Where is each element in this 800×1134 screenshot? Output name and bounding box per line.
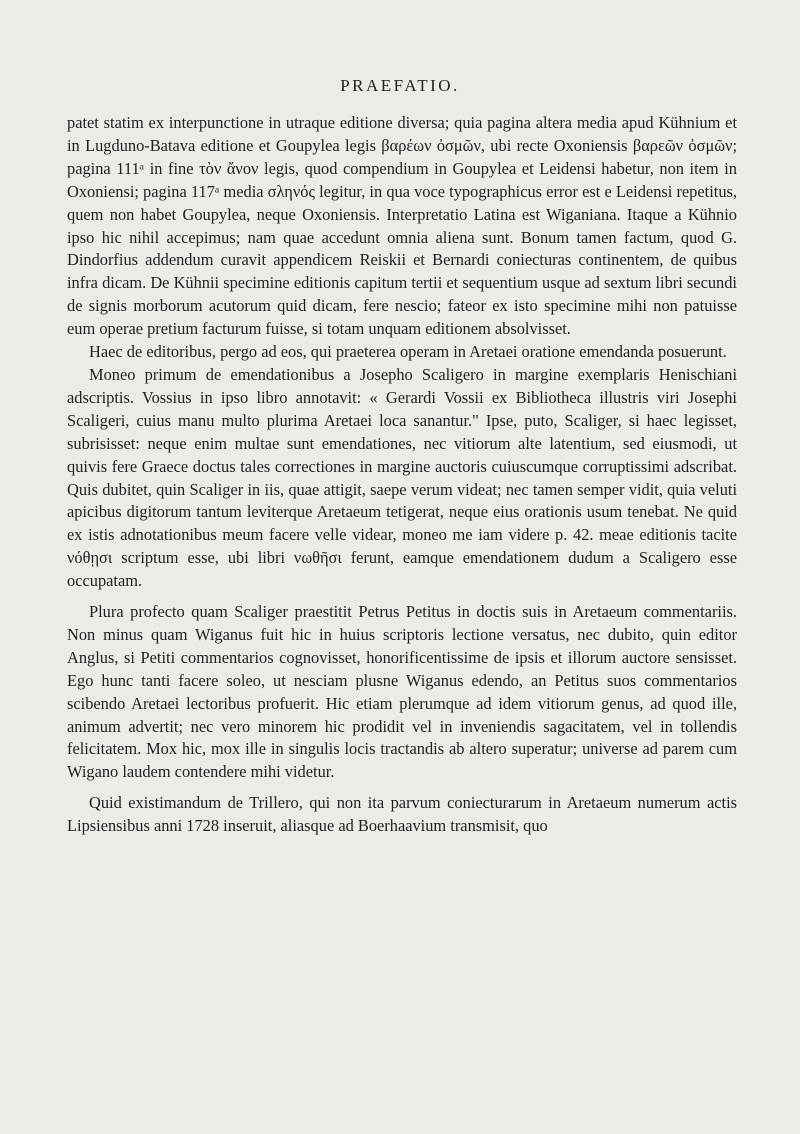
paragraph-scaliger: Moneo primum de emendationibus a Josepho Scaligero in margine exemplaris Henischiani adscriptis. Vossius in ipso libro annotavit: « Gerardi Vossii ex Bibliotheca illustris viri Josephi Scaligeri, cuius manu multo plurima Aretaei loca sanantur." Ipse, puto, Scaliger, si haec legisset, subrisisset: neque enim multae sunt emendationes, nec vitiorum alte latentium, sed eiusmodi, ut quivis fere Graece doctus tales correctiones in margine auctoris cuiuscumque corruptissimi adscribat. Quis dubitet, quin Scaliger in iis, quae attigit, saepe verum videat; nec tamen semper vidit, quia veluti apicibus digitorum tantum leviterque Aretaeum tetigerat, neque eius orationis usum tenebat. Ne quid ex istis adnotationibus meum facere velle videar, moneo me iam videre p. 42. meae editionis tacite νόθῃσι scriptum esse, ubi libri νωθῆσι ferunt, eamque emendationem dudum a Scaligero esse occupatam. [67, 364, 737, 591]
running-title: PRAEFATIO. [340, 76, 460, 95]
body-text [67, 112, 737, 838]
paragraph-petitus: Plura profecto quam Scaliger praestitit Petrus Petitus in doctis suis in Aretaeum commentariis. Non minus quam Wiganus fuit hic in huius scriptoris lectione versatus, nec dubito, quin editor Anglus, si Petiti commentarios cognovisset, honorificentissime de ipsis et illorum auctore sensisset. Ego hunc tanti facere soleo, ut nesciam plusne Wiganus edendo, an Petitus suos commentarios scibendo Aretaei lectoribus profuerit. Hic etiam plerumque ad idem vitiorum genus, ad quod ille, animum advertit; nec vero minorem hic prodidit vel in inveniendis sagacitatem, vel in tollendis felicitatem. Mox hic, mox ille in singulis locis tractandis ab altero superatur; universe ad parem cum Wigano laudem contendere mihi videtur. [67, 602, 737, 782]
paragraph-trillerus: Quid existimandum de Trillero, qui non ita parvum coniecturarum in Aretaeum numerum actis Lipsiensibus anni 1728 inseruit, aliasque ad Boerhaavium transmisit, quo [67, 793, 737, 836]
paragraph-editors: Haec de editoribus, pergo ad eos, qui praeterea operam in Aretaei oratione emendanda posuerunt. [89, 342, 727, 362]
paragraph-continuation: patet statim ex interpunctione in utraque editione diversa; quia pagina altera media apud Kühnium et in Lugduno-Batava editione et Goupylea legis βαρέων ὀσμῶν, ubi recte Oxoniensis βαρεῶν ὀσμῶν; pagina 111ᵃ in fine τὸν ἄνον legis, quod compendium in Goupylea et Leidensi habetur, non item in Oxoniensi; pagina 117ᵃ media σληνός legitur, in qua voce typographicus error est e Leidensi repetitus, quem non habet Goupylea, neque Oxoniensis. Interpretatio Latina est Wiganiana. Itaque a Kühnio ipso hic nihil accepimus; nam quae accedunt omnia aliena sunt. Bonum tamen factum, quod G. Dindorfius addendum curavit appendicem Reiskii et Bernardi coniecturas continentem, de quibus infra dicam. De Kühnii specimine editionis capitum tertii et sequentium usque ad sextum libri secundi de signis morborum acutorum quid dicam, fere nescio; fateor ex isto specimine mihi non patuisse eum operae pretium facturum fuisse, si totam unquam editionem absolvisset. [67, 113, 737, 339]
